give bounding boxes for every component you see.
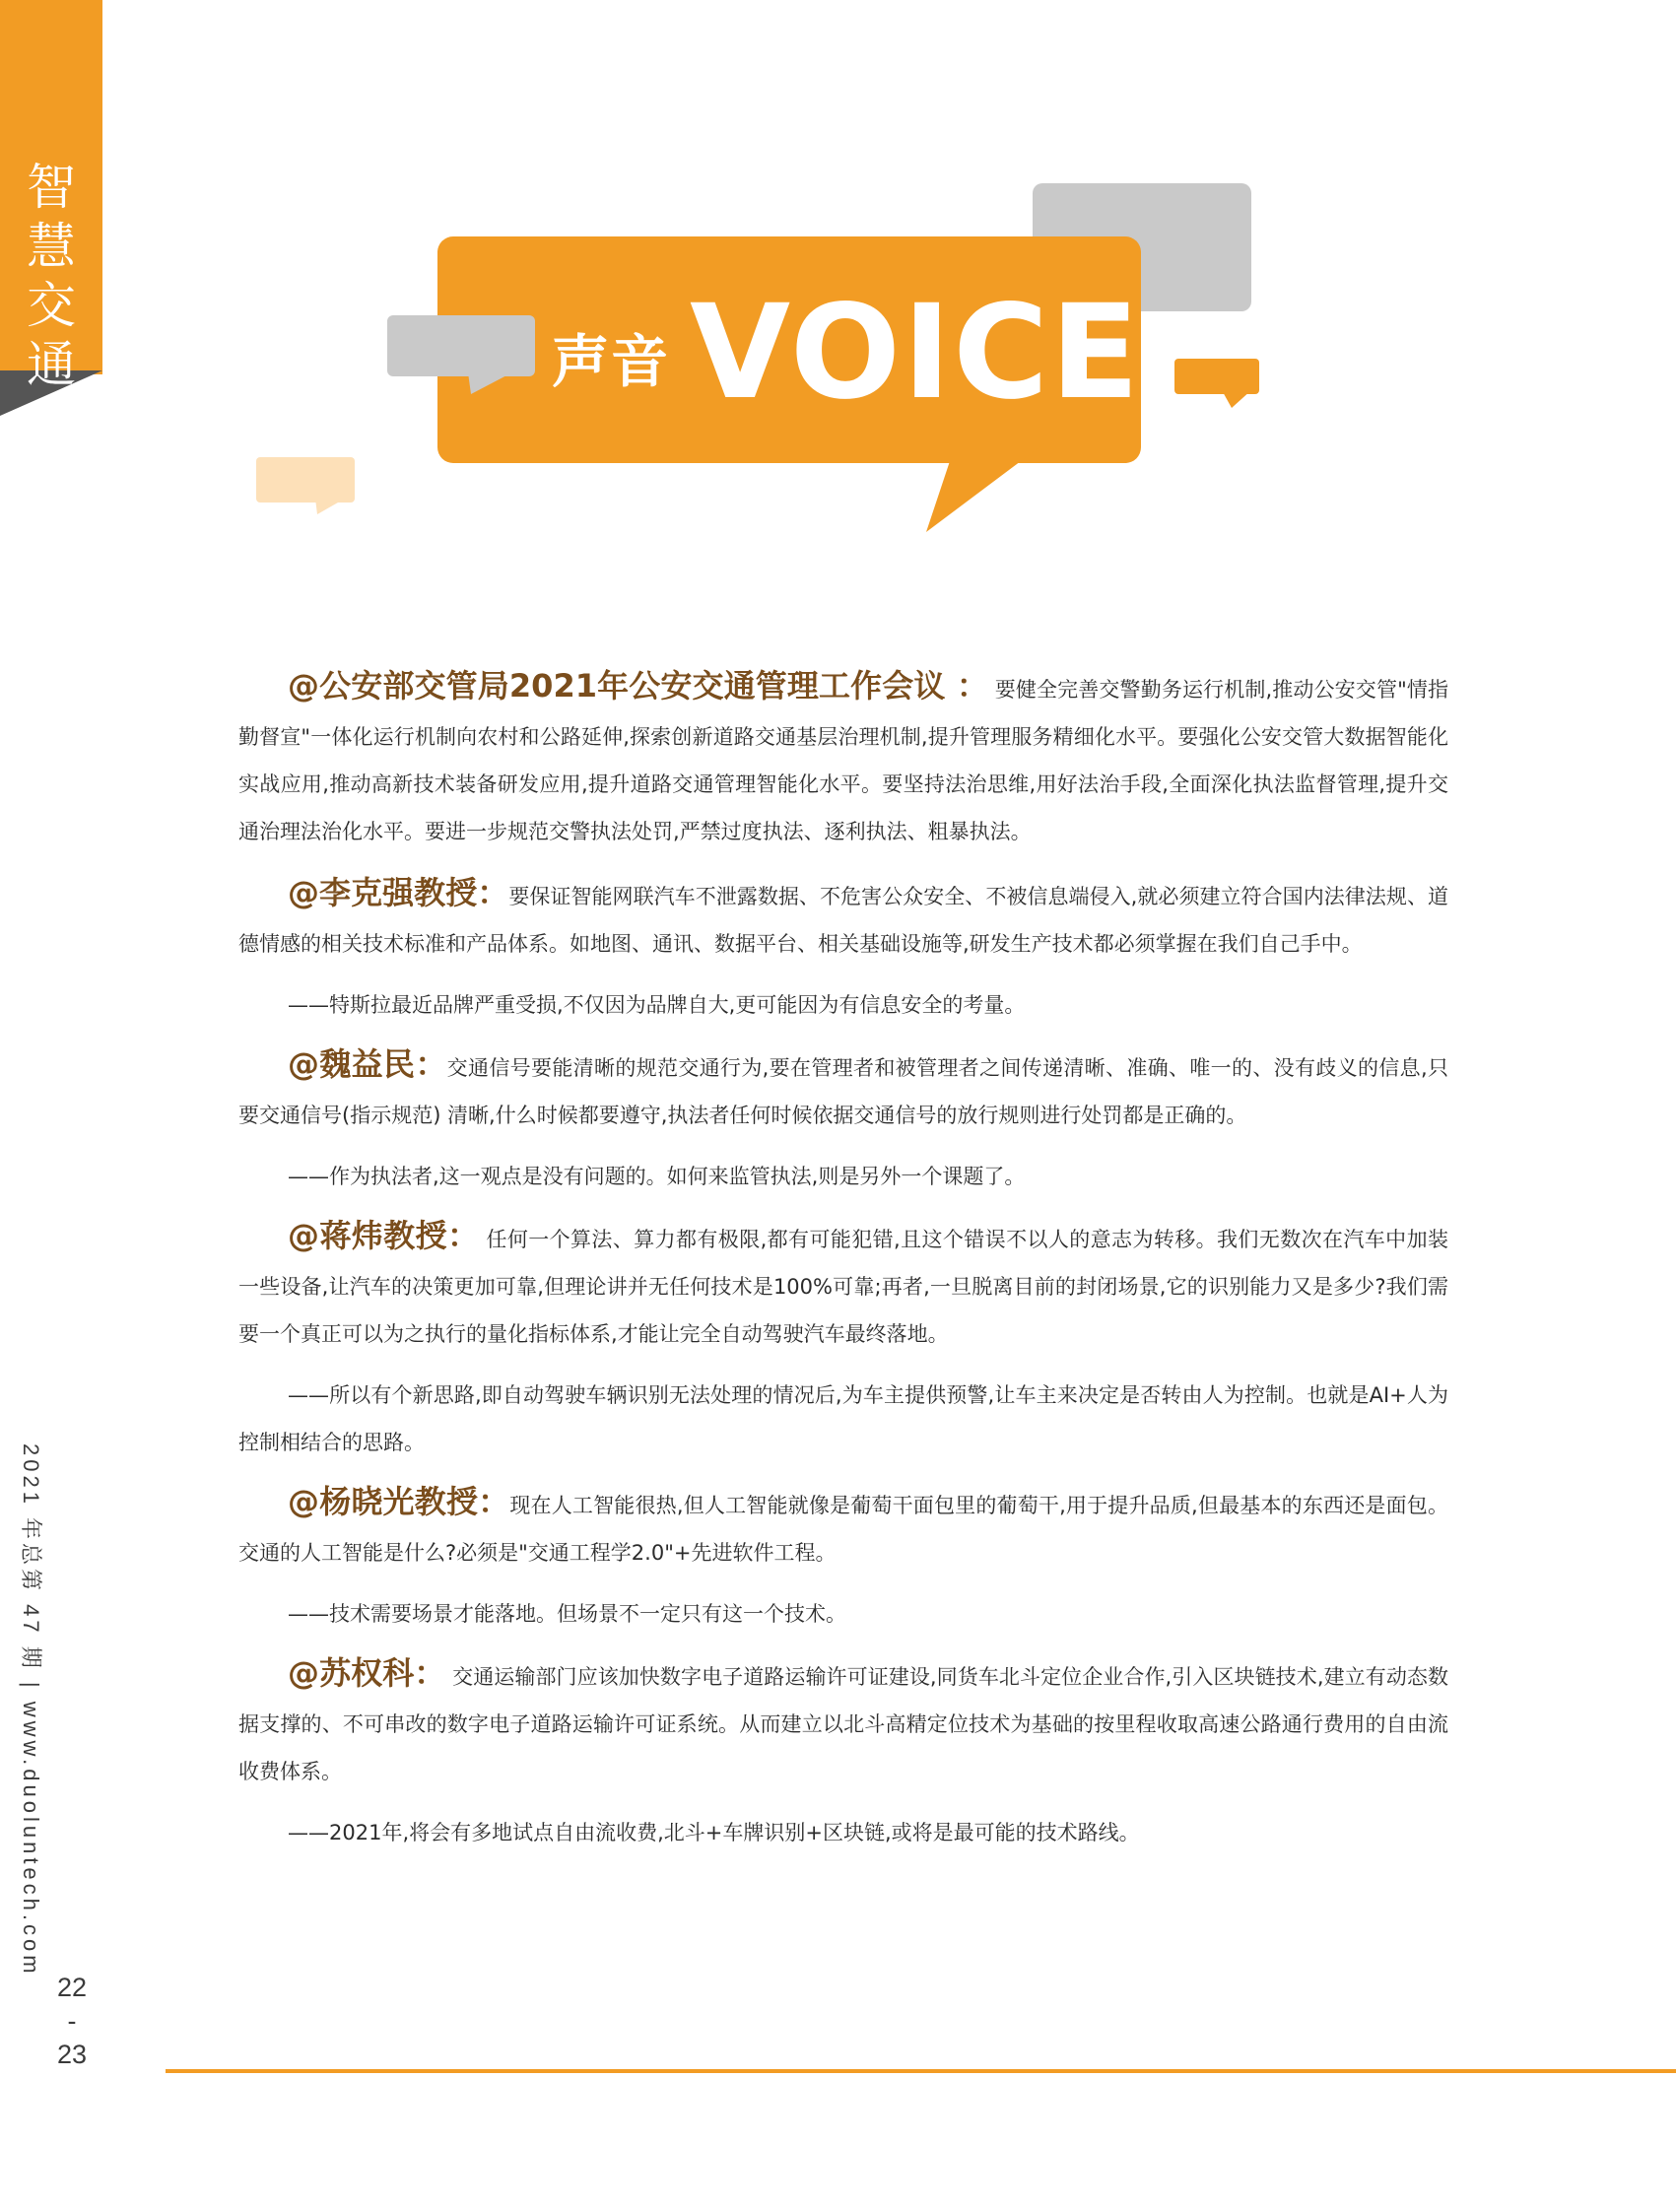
comment-text: ——特斯拉最近品牌严重受损,不仅因为品牌自大,更可能因为有信息安全的考量。 bbox=[288, 993, 1026, 1017]
editor-comment bbox=[238, 1590, 1448, 1638]
page-numbers bbox=[47, 1971, 97, 2071]
speaker-name: @苏权科： bbox=[288, 1654, 446, 1692]
quote-text: 要健全完善交警勤务运行机制,推动公安交管"情指勤督宣"一体化运行机制向农村和公路延伸,探索创新道路交通基层治理机制,提升管理服务精细化水平。要强化公安交管大数据智能化实战应用,推动高新技术装备研发应用,提升道路交通管理智能化水平。要坚持法治思维,用好法治手段,全面深化执法监督管理,提升交通治理法治化水平。要进一步规范交警执法处罚,严禁过度执法、逐利执法、粗暴执法。 bbox=[238, 678, 1448, 843]
page-number-right: 23 bbox=[56, 2040, 88, 2069]
speaker-name: @魏益民： bbox=[288, 1045, 447, 1083]
speaker-name: @李克强教授： bbox=[288, 874, 509, 911]
comment-text: ——2021年,将会有多地试点自由流收费,北斗+车牌识别+区块链,或将是最可能的技术路线。 bbox=[288, 1821, 1140, 1844]
section-title-char: 交 bbox=[27, 277, 76, 334]
speaker-name: @杨晓光教授： bbox=[288, 1483, 510, 1520]
speaker-name: @蒋炜教授： bbox=[288, 1217, 480, 1254]
quote-paragraph bbox=[238, 1478, 1448, 1576]
small-orange-speech-bubble bbox=[1174, 359, 1259, 408]
banner-title-cn: 声音 bbox=[552, 328, 671, 395]
editor-comment bbox=[238, 1809, 1448, 1856]
comment-text: ——所以有个新思路,即自动驾驶车辆识别无法处理的情况后,为车主提供预警,让车主来决定是否转由人为控制。也就是AI+人为控制相结合的思路。 bbox=[238, 1383, 1448, 1454]
quote-paragraph bbox=[238, 1212, 1448, 1358]
quote-text: 要保证智能网联汽车不泄露数据、不危害公众安全、不被信息端侵入,就必须建立符合国内法律法规、道德情感的相关技术标准和产品体系。如地图、通讯、数据平台、相关基础设施等,研发生产技术都必须掌握在我们自己手中。 bbox=[238, 885, 1448, 956]
quote-text: 任何一个算法、算力都有极限,都有可能犯错,且这个错误不以人的意志为转移。我们无数次在汽车中加装一些设备,让汽车的决策更加可靠,但理论讲并无任何技术是100%可靠;再者,一旦脱离目前的封闭场景,它的识别能力又是多少?我们需要一个真正可以为之执行的量化指标体系,才能让完全自动驾驶汽车最终落地。 bbox=[238, 1228, 1448, 1346]
comment-text: ——技术需要场景才能落地。但场景不一定只有这一个技术。 bbox=[288, 1602, 846, 1626]
bottom-divider bbox=[166, 2069, 1676, 2073]
voice-banner-graphic bbox=[0, 0, 1676, 552]
banner-title-en: VOICE bbox=[690, 277, 1142, 429]
quote-text: 现在人工智能很热,但人工智能就像是葡萄干面包里的葡萄干,用于提升品质,但最基本的东西还是面包。交通的人工智能是什么?必须是"交通工程学2.0"+先进软件工程。 bbox=[238, 1494, 1448, 1565]
issue-and-website: 2021 年总第 47 期 | www.duoluntech.com bbox=[19, 1443, 43, 1977]
quote-paragraph bbox=[238, 1649, 1448, 1795]
page-number-left: 22 bbox=[56, 1973, 88, 2002]
speaker-name: @公安部交管局2021年公安交通管理工作会议 ： bbox=[288, 667, 988, 704]
quote-text: 交通运输部门应该加快数字电子道路运输许可证建设,同货车北斗定位企业合作,引入区块链技术,建立有动态数据支撑的、不可串改的数字电子道路运输许可证系统。从而建立以北斗高精定位技术为基础的按里程收取高速公路通行费用的自由流收费体系。 bbox=[238, 1665, 1448, 1783]
page-number-separator: - bbox=[67, 2006, 77, 2036]
editor-comment bbox=[238, 1372, 1448, 1466]
quote-paragraph bbox=[238, 1040, 1448, 1139]
section-title-char: 慧 bbox=[27, 218, 76, 275]
light-orange-speech-bubble bbox=[256, 457, 355, 514]
comment-text: ——作为执法者,这一观点是没有问题的。如何来监管执法,则是另外一个课题了。 bbox=[288, 1165, 1026, 1188]
section-title-char: 智 bbox=[27, 159, 76, 216]
article-body bbox=[238, 662, 1448, 1868]
section-title-char: 通 bbox=[27, 336, 76, 393]
editor-comment bbox=[238, 981, 1448, 1029]
editor-comment bbox=[238, 1153, 1448, 1200]
quote-paragraph bbox=[238, 662, 1448, 855]
quote-paragraph bbox=[238, 869, 1448, 968]
quote-text: 交通信号要能清晰的规范交通行为,要在管理者和被管理者之间传递清晰、准确、唯一的、没有歧义的信息,只要交通信号(指示规范) 清晰,什么时候都要遵守,执法者任何时候依据交通信号的放行规则进行处罚都是正确的。 bbox=[238, 1056, 1448, 1127]
